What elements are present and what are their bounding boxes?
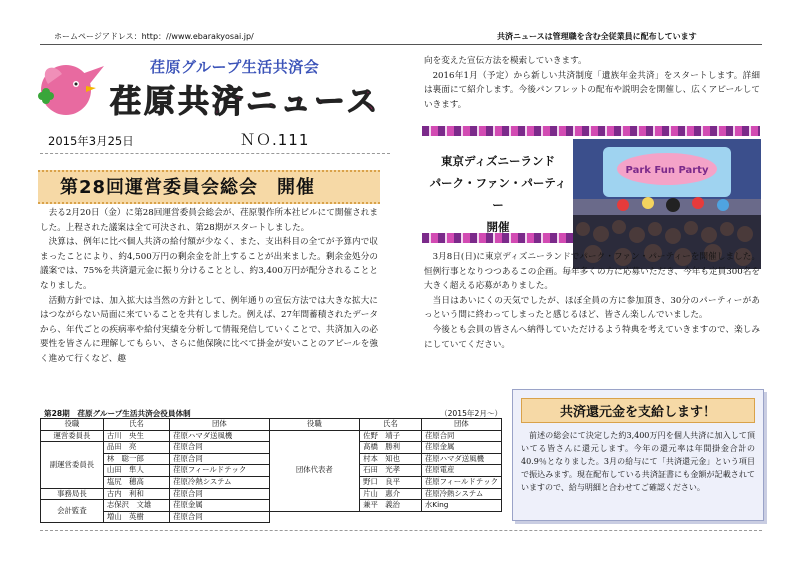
article1-headline: 第28回運営委員会総会 開催 xyxy=(60,177,316,198)
group-cell: 荏原金属 xyxy=(421,442,501,454)
article1-body xyxy=(40,206,378,367)
column-header: 役職 xyxy=(269,419,359,431)
name-cell: 林 聡一郎 xyxy=(103,453,169,465)
article1-continuation xyxy=(424,54,760,112)
name-cell: 片山 惠介 xyxy=(360,488,422,500)
role-cell: 運営委員長 xyxy=(41,430,104,442)
table-row xyxy=(41,511,502,523)
name-cell: 佐野 靖子 xyxy=(360,430,422,442)
name-cell: 石田 光孝 xyxy=(360,465,422,477)
name-cell: 野口 良平 xyxy=(360,476,422,488)
article1-paragraph: 去る2月20日（金）に第28回運営委員会総会が、荏原製作所本社ビルにて開催されました。上程された議案は全て可決され、第28期がスタートしました。 xyxy=(40,208,378,233)
name-cell: 増山 英樹 xyxy=(103,511,169,523)
empty-cell xyxy=(269,511,501,523)
group-cell: 荏原合同 xyxy=(170,511,269,523)
group-cell: 荏原冷熱システム xyxy=(170,476,269,488)
group-cell: 荏原金属 xyxy=(170,500,269,512)
article2-headline xyxy=(424,150,572,238)
name-cell: 塩尻 穂高 xyxy=(103,476,169,488)
group-cell: 荏原フィールドテック xyxy=(170,465,269,477)
table-header-row xyxy=(41,419,502,431)
refund-notice-box xyxy=(512,389,764,521)
name-cell: 古内 利和 xyxy=(103,488,169,500)
officers-caption: 第28期 荏原グループ生活共済会役員体制 xyxy=(44,409,191,418)
masthead-rule xyxy=(40,153,390,154)
name-cell: 髙橋 勝利 xyxy=(360,442,422,454)
name-cell: 古川 央生 xyxy=(103,430,169,442)
column-header: 氏名 xyxy=(103,419,169,431)
group-cell: 荏原ハマダ送風機 xyxy=(170,430,269,442)
article2-headline-line: パーク・ファン・パーティー xyxy=(429,176,567,212)
issue-date: 2015年3月25日 xyxy=(48,134,134,148)
continuation-paragraph: 向を変えた宣伝方法を模索していきます。 xyxy=(424,56,587,66)
group-cell: 荏原合同 xyxy=(421,430,501,442)
column-header: 団体 xyxy=(421,419,501,431)
article2-paragraph: 今後とも会員の皆さんへ納得していただけるよう特典を考えていきますので、楽しみにしていてください。 xyxy=(424,324,760,350)
issue-number: ＮＯ.111 xyxy=(240,131,310,149)
header-rule xyxy=(40,44,762,45)
group-cell: 荏原冷熱システム xyxy=(421,488,501,500)
article2-paragraph: 3月8日(日)に東京ディズニーランドでパーク・ファン・パーティーを開催しました。恒例行事となりつつあるこの企画。毎年多くの方に応募いただき、今年も定員300名を大きく超える応募がありました。 xyxy=(424,252,760,292)
group-cell: 荏原合同 xyxy=(170,488,269,500)
name-cell: 村本 知也 xyxy=(360,453,422,465)
role-cell: 団体代表者 xyxy=(269,430,359,511)
refund-body: 前述の総会にて決定した約3,400万円を個人共済に加入して頂いてる皆さんに還元します。今年の還元率は年間掛金合計の40.9％となりました。3月の給与にて「共済還元金」という項目で振込みます。現在配布している共済証書にも金額が記載されていますので、給与明細と合わせてご確認ください。 xyxy=(521,431,755,492)
refund-headline: 共済還元金を支給します！ xyxy=(521,398,755,423)
group-cell: 荏原電産 xyxy=(421,465,501,477)
article1-paragraph: 決算は、例年に比べ個人共済の給付額が少なく、また、支出科目の全てが予算内で収まったことにより、約4,500万円の剰余金を計上することが出来ました。剰余金処分の議案では、75%を共済還元金に振り分けることとし、約3,400万円が配分されることとなりました。 xyxy=(40,237,378,291)
article2-headline-line: 東京ディズニーランド xyxy=(440,154,556,168)
article1-paragraph: 活動方針では、加入拡大は当然の方針として、例年通りの宣伝方法では大きな拡大にはつながらない局面に来ていることを共有しました。例えば、27年間蓄積されたデータから、年代ごとの疾病率や給付実績を分析して情報発信していくことで、共済加入の必要性を皆さんに理解してもらい、さらに他保険に比べて掛金が安いことのアピールを強く進めて行くなど、趣 xyxy=(40,295,378,364)
photo-sign-text: Park Fun Party xyxy=(625,165,709,176)
homepage-address: ホームページアドレス：http：//www.ebarakyosai.jp/ xyxy=(54,32,254,41)
bird-logo-icon xyxy=(36,58,108,116)
group-cell: 荏原ハマダ送風機 xyxy=(421,453,501,465)
name-cell: 山田 隼人 xyxy=(103,465,169,477)
name-cell: 志保沢 文雄 xyxy=(103,500,169,512)
officers-period: （2015年2月～） xyxy=(440,409,503,418)
group-cell: 荏原合同 xyxy=(170,453,269,465)
name-cell: 品田 亮 xyxy=(103,442,169,454)
column-header: 役職 xyxy=(41,419,104,431)
column-header: 氏名 xyxy=(360,419,422,431)
continuation-paragraph: 2016年1月（予定）から新しい共済制度「遺族年金共済」をスタートします。詳細は裏面にて紹介します。今後パンフレットの配布や説明会を開催し、広くアピールしていきます。 xyxy=(424,70,760,110)
group-cell: 荏原合同 xyxy=(170,442,269,454)
footer-rule xyxy=(40,530,762,531)
newsletter-title: 荏原共済ニュース xyxy=(110,84,381,120)
decorative-ribbon xyxy=(422,126,760,136)
officers-table xyxy=(40,418,502,523)
distribution-notice: 共済ニュースは管理職を含む全従業員に配布しています xyxy=(497,32,697,41)
table-row xyxy=(41,430,502,442)
article2-headline-line: 開催 xyxy=(486,220,510,234)
article2-paragraph: 当日はあいにくの天気でしたが、ほぼ全員の方に参加頂き、30分のパーティーがあっという間に終わってしまったと感じるほど、皆さん楽しんでいました。 xyxy=(424,295,760,321)
role-cell: 副運営委員長 xyxy=(41,442,104,488)
column-header: 団体 xyxy=(170,419,269,431)
org-name: 荏原グループ生活共済会 xyxy=(150,58,320,76)
name-cell: 兼平 義治 xyxy=(360,500,422,512)
group-cell: 水King xyxy=(421,500,501,512)
article2-body xyxy=(424,250,760,352)
role-cell: 事務局長 xyxy=(41,488,104,500)
role-cell: 会計監査 xyxy=(41,500,104,523)
group-cell: 荏原フィールドテック xyxy=(421,476,501,488)
